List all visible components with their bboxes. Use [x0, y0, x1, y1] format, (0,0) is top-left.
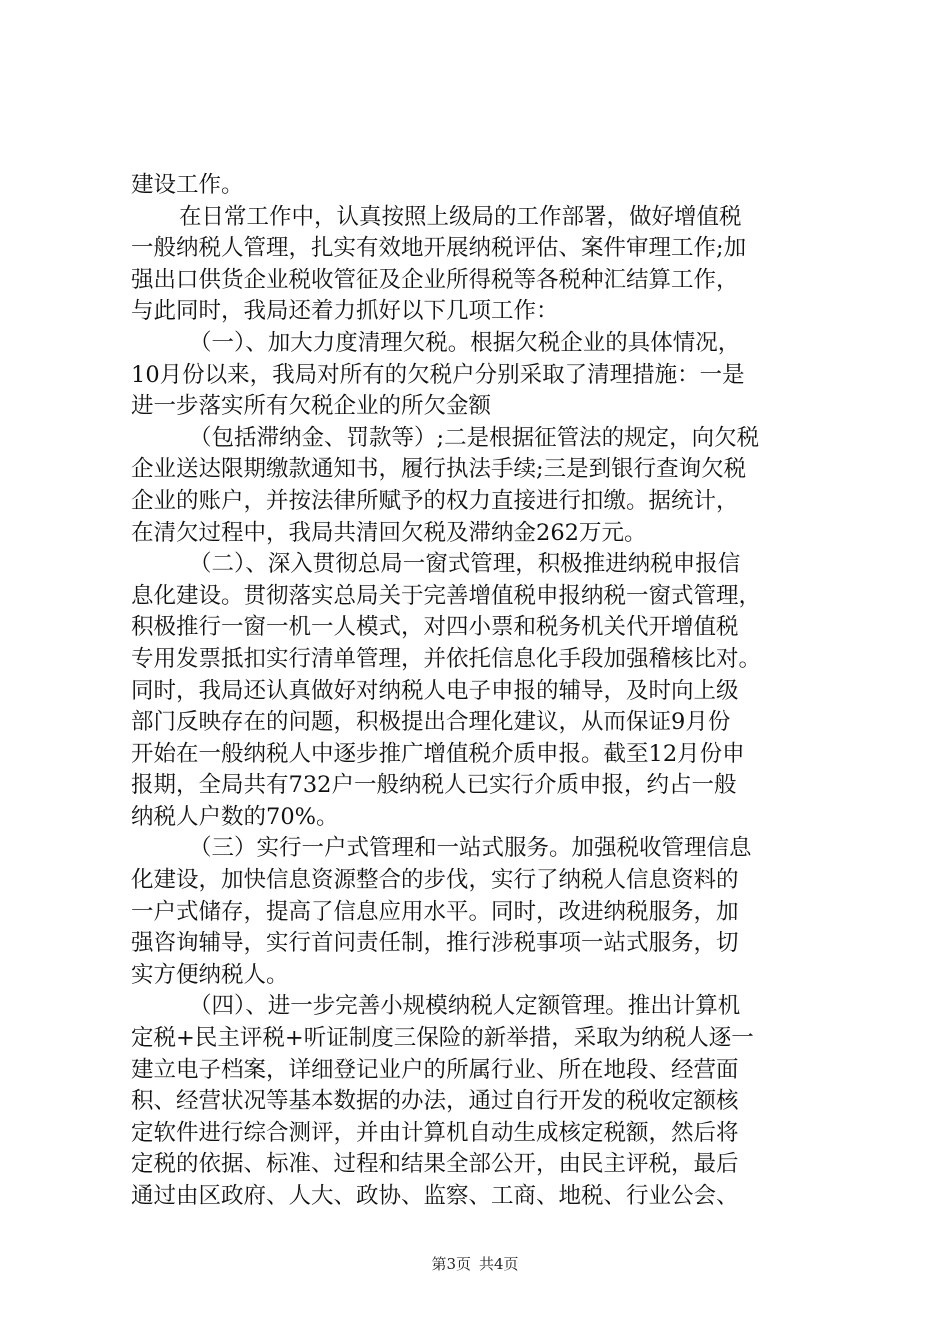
section-heading-line: （三）实行一户式管理和一站式服务。加强税收管理信息: [189, 835, 752, 862]
text-line: 10月份以来，我局对所有的欠税户分别采取了清理措施：一是: [131, 361, 745, 388]
text-line: 与此同时，我局还着力抓好以下几项工作：: [131, 298, 559, 325]
text-line: 企业送达限期缴款通知书，履行执法手续;三是到银行查询欠税: [131, 456, 747, 483]
text-line: 定税的依据、标准、过程和结果全部公开，由民主评税，最后: [131, 1151, 739, 1178]
document-body: [131, 170, 831, 1213]
text-line: 部门反映存在的问题，积极提出合理化建议，从而保证9月份: [131, 709, 731, 736]
text-line: 通过由区政府、人大、政协、监察、工商、地税、行业公会、: [131, 1183, 739, 1209]
text-line: 一般纳税人管理，扎实有效地开展纳税评估、案件审理工作;加: [131, 235, 747, 262]
text-line: 企业的账户，并按法律所赋予的权力直接进行扣缴。据统计，: [131, 487, 739, 514]
text-line: 建设工作。: [131, 172, 244, 198]
text-line: 同时，我局还认真做好对纳税人电子申报的辅导，及时向上级: [131, 677, 739, 704]
section-heading-line: （二）、深入贯彻总局一窗式管理，积极推进纳税申报信: [189, 551, 741, 578]
text-line: 化建设，加快信息资源整合的步伐，实行了纳税人信息资料的: [131, 867, 739, 894]
text-line: 积、经营状况等基本数据的办法，通过自行开发的税收定额核: [131, 1088, 739, 1115]
text-line: 定税+民主评税+听证制度三保险的新举措，采取为纳税人逐一: [131, 1025, 754, 1052]
text-line: 专用发票抵扣实行清单管理，并依托信息化手段加强稽核比对。: [131, 645, 762, 672]
text-line: 进一步落实所有欠税企业的所欠金额: [131, 393, 492, 420]
text-line: 定软件进行综合测评，并由计算机自动生成核定税额，然后将: [131, 1119, 739, 1146]
text-line: 报期，全局共有732户一般纳税人已实行介质申报，约占一般: [131, 772, 737, 799]
section-heading-line: （四）、进一步完善小规模纳税人定额管理。推出计算机: [189, 993, 741, 1020]
paragraph-start-line: 在日常工作中，认真按照上级局的工作部署，做好增值税: [179, 203, 742, 230]
page-number: 第3页: [431, 1255, 471, 1273]
section-heading-line: （一）、加大力度清理欠税。根据欠税企业的具体情况，: [189, 329, 741, 356]
text-line: 建立电子档案，详细登记业户的所属行业、所在地段、经营面: [131, 1056, 739, 1083]
page-footer: [0, 1254, 950, 1274]
text-line: 息化建设。贯彻落实总局关于完善增值税申报纳税一窗式管理，: [131, 582, 762, 609]
text-line: 一户式储存，提高了信息应用水平。同时，改进纳税服务，加: [131, 898, 739, 925]
text-line: 强咨询辅导，实行首问责任制，推行涉税事项一站式服务，切: [131, 930, 739, 957]
text-line: 强出口供货企业税收管征及企业所得税等各税种汇结算工作，: [131, 266, 739, 293]
text-line: 纳税人户数的70%。: [131, 803, 339, 830]
text-line: 开始在一般纳税人中逐步推广增值税介质申报。截至12月份申: [131, 740, 745, 767]
page-total: 共4页: [479, 1255, 519, 1273]
text-line: 积极推行一窗一机一人模式，对四小票和税务机关代开增值税: [131, 614, 739, 641]
text-line: （包括滞纳金、罚款等）;二是根据征管法的规定，向欠税: [189, 424, 760, 451]
text-line: 实方便纳税人。: [131, 961, 289, 988]
text-line: 在清欠过程中，我局共清回欠税及滞纳金262万元。: [131, 519, 647, 546]
